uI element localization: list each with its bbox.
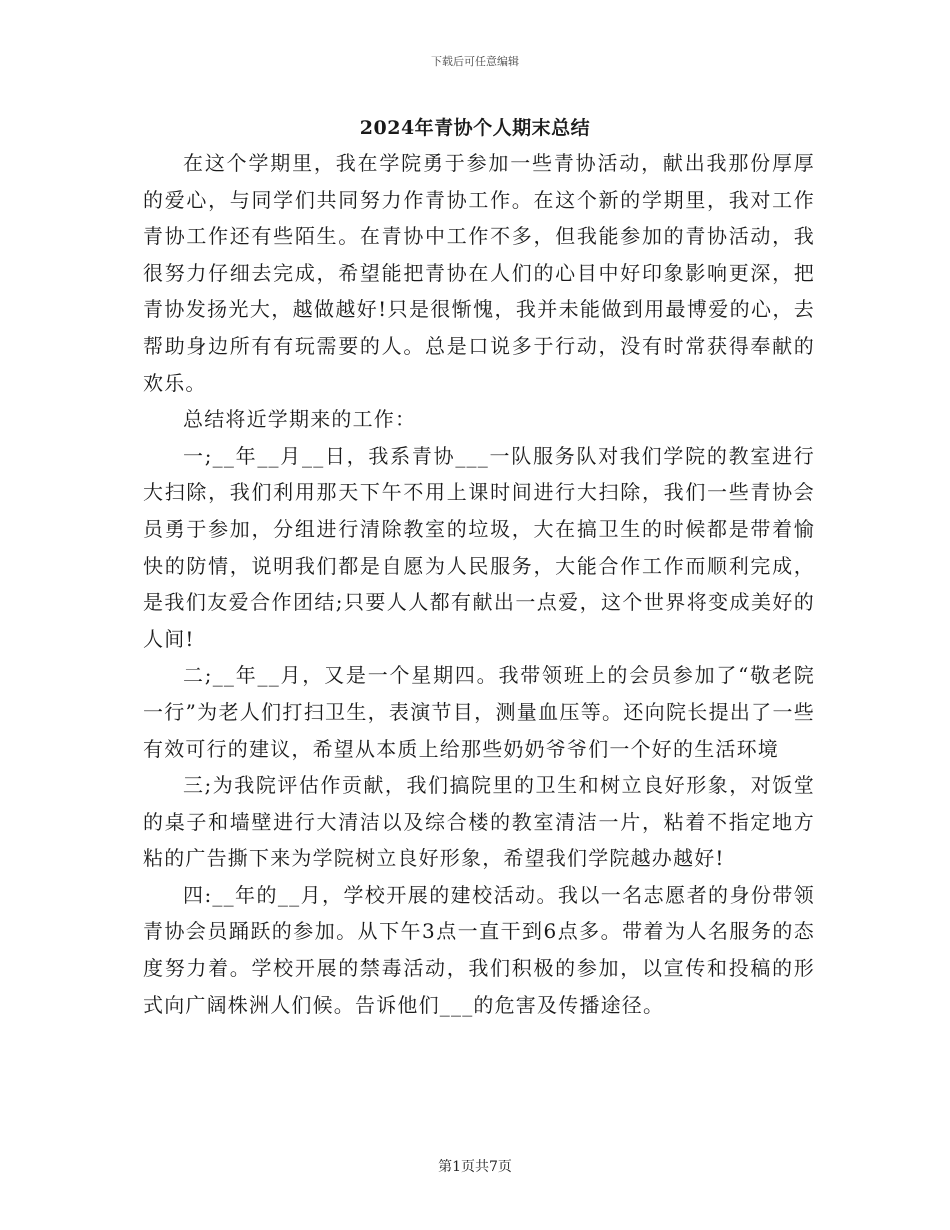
paragraph-summary-heading: 总结将近学期来的工作： [183, 407, 417, 432]
document-body [143, 145, 815, 1023]
paragraph-intro: 在这个学期里，我在学院勇于参加一些青协活动，献出我那份厚厚的爱心，与同学们共同努力作青协工作。在这个新的学期里，我对工作青协工作还有些陌生。在青协中工作不多，但我能参加的青协活动，我很努力仔细去完成，希望能把青协在人们的心目中好印象影响更深，把青协发扬光大，越做越好!只是很惭愧，我并未能做到用最博爱的心，去帮助身边所有有玩需要的人。总是口说多于行动，没有时常获得奉献的欢乐。 [143, 151, 815, 395]
page-header-note: 下载后可任意编辑 [431, 55, 519, 68]
paragraph-item-1: 一;__年__月__日，我系青协___一队服务队对我们学院的教室进行大扫除，我们利用那天下午不用上课时间进行大扫除，我们一些青协会员勇于参加，分组进行清除教室的垃圾，大在搞卫生的时候都是带着愉快的防情，说明我们都是自愿为人民服务，大能合作工作而顺利完成，是我们友爱合作团结;只要人人都有献出一点爱，这个世界将变成美好的人间! [143, 443, 815, 651]
page-number: 第1页共7页 [438, 1159, 512, 1175]
paragraph-item-2: 二;__年__月，又是一个星期四。我带领班上的会员参加了“敬老院一行”为老人们打扫卫生，表演节目，测量血压等。还向院长提出了一些有效可行的建议，希望从本质上给那些奶奶爷爷们一个好的生活环境 [143, 663, 815, 761]
paragraph-item-4: 四:__年的__月，学校开展的建校活动。我以一名志愿者的身份带领青协会员踊跃的参加。从下午3点一直干到6点多。带着为人名服务的态度努力着。学校开展的禁毒活动，我们积极的参加，以宣传和投稿的形式向广阔株洲人们候。告诉他们___的危害及传播途径。 [143, 882, 815, 1017]
paragraph-item-3: 三;为我院评估作贡献，我们搞院里的卫生和树立良好形象，对饭堂的桌子和墙壁进行大清洁以及综合楼的教室清洁一片，粘着不指定地方粘的广告撕下来为学院树立良好形象，希望我们学院越办越好! [143, 773, 815, 871]
document-title: 2024年青协个人期末总结 [359, 117, 591, 139]
